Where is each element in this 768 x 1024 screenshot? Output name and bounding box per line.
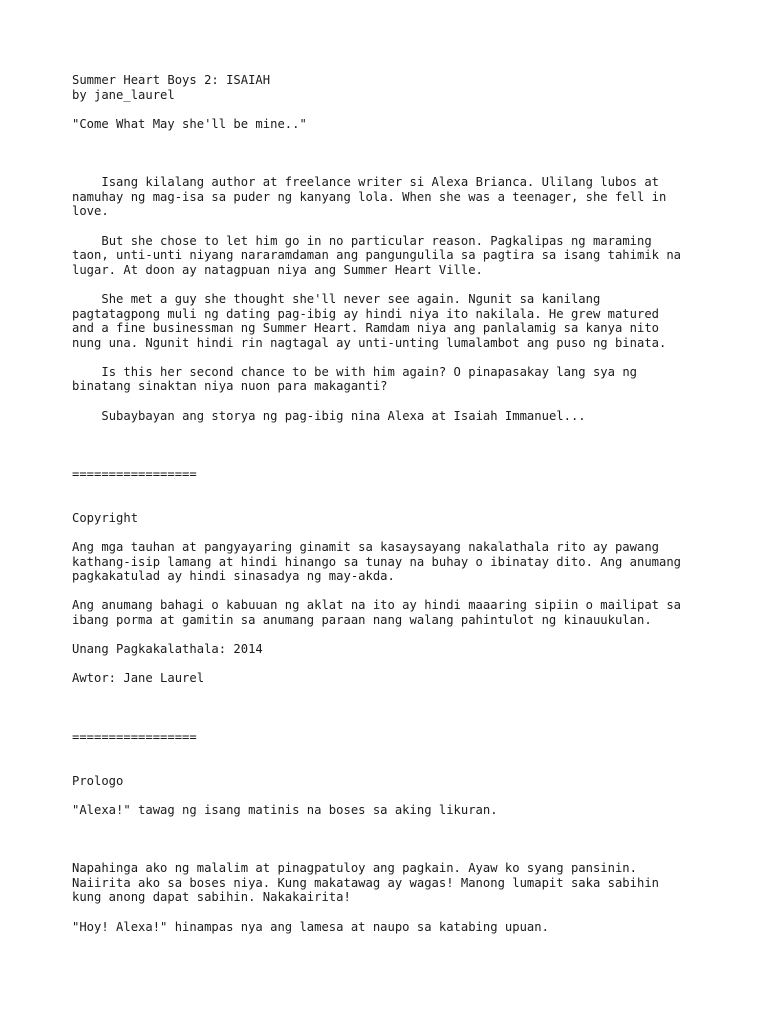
copyright-paragraph-1: Ang mga tauhan at pangyayaring ginamit sa kasaysayang nakalathala rito ay pawang kathang-isip lamang at hindi hinango sa tunay na buhay o ibinatay dito. Ang anumang pagkakatulad ay hindi sinasadya ng may-akda. [72,540,682,584]
blurb-paragraph-2: But she chose to let him go in no particular reason. Pagkalipas ng maraming taon, unti-unti niyang nararamdaman ang pangungulila sa pagtira sa isang tahimik na lugar. At doon ay natagpuan niya ang Summer Heart Ville. [72,233,682,277]
blurb-paragraph-1: Isang kilalang author at freelance writer si Alexa Brianca. Ulilang lubos at namuhay ng mag-isa sa puder ng kanyang lola. When she was a teenager, she fell in love. [72,175,667,219]
section-separator: ================= [72,729,197,744]
author-credit: Awtor: Jane Laurel [72,671,205,686]
blurb-paragraph-5: Subaybayan ang storya ng pag-ibig nina Alexa at Isaiah Immanuel... [101,408,586,423]
publication-date: Unang Pagkakalathala: 2014 [72,642,263,657]
prologue-line-2: "Hoy! Alexa!" hinampas nya ang lamesa at naupo sa katabing upuan. [72,919,549,934]
book-byline: by jane_laurel [72,87,175,102]
document-page [72,73,712,934]
prologue-line-1: "Alexa!" tawag ng isang matinis na boses sa aking likuran. [72,802,498,817]
book-title: Summer Heart Boys 2: ISAIAH [72,73,271,87]
copyright-paragraph-2: Ang anumang bahagi o kabuuan ng aklat na ito ay hindi maaaring sipiin o mailipat sa ibang porma at gamitin sa anumang paraan nang walang pahintulot ng kinauukulan. [72,598,682,627]
book-tagline: "Come What May she'll be mine.." [72,116,307,131]
blurb-paragraph-4: Is this her second chance to be with him again? O pinapasakay lang sya ng binatang sinaktan niya nuon para makaganti? [72,364,637,394]
prologue-heading: Prologo [72,773,124,788]
blurb-paragraph-3: She met a guy she thought she'll never see again. Ngunit sa kanilang pagtatagpong muli ng dating pag-ibig ay hindi niya ito nakilala. He grew matured and a fine businessman ng Summer Heart. Ramdam niya ang panlalamig sa kanya nito nung una. Ngunit hindi rin nagtagal ay unti-unting lumalambot ang puso ng binata. [72,291,667,350]
section-separator: ================= [72,467,197,482]
prologue-paragraph: Napahinga ako ng malalim at pinagpatuloy ang pagkain. Ayaw ko syang pansinin. Naiirita ako sa boses niya. Kung makatawag ay wagas! Manong lumapit saka sabihin kung anong dapat sabihin. Nakakairita! [72,861,659,905]
copyright-heading: Copyright [72,510,139,525]
